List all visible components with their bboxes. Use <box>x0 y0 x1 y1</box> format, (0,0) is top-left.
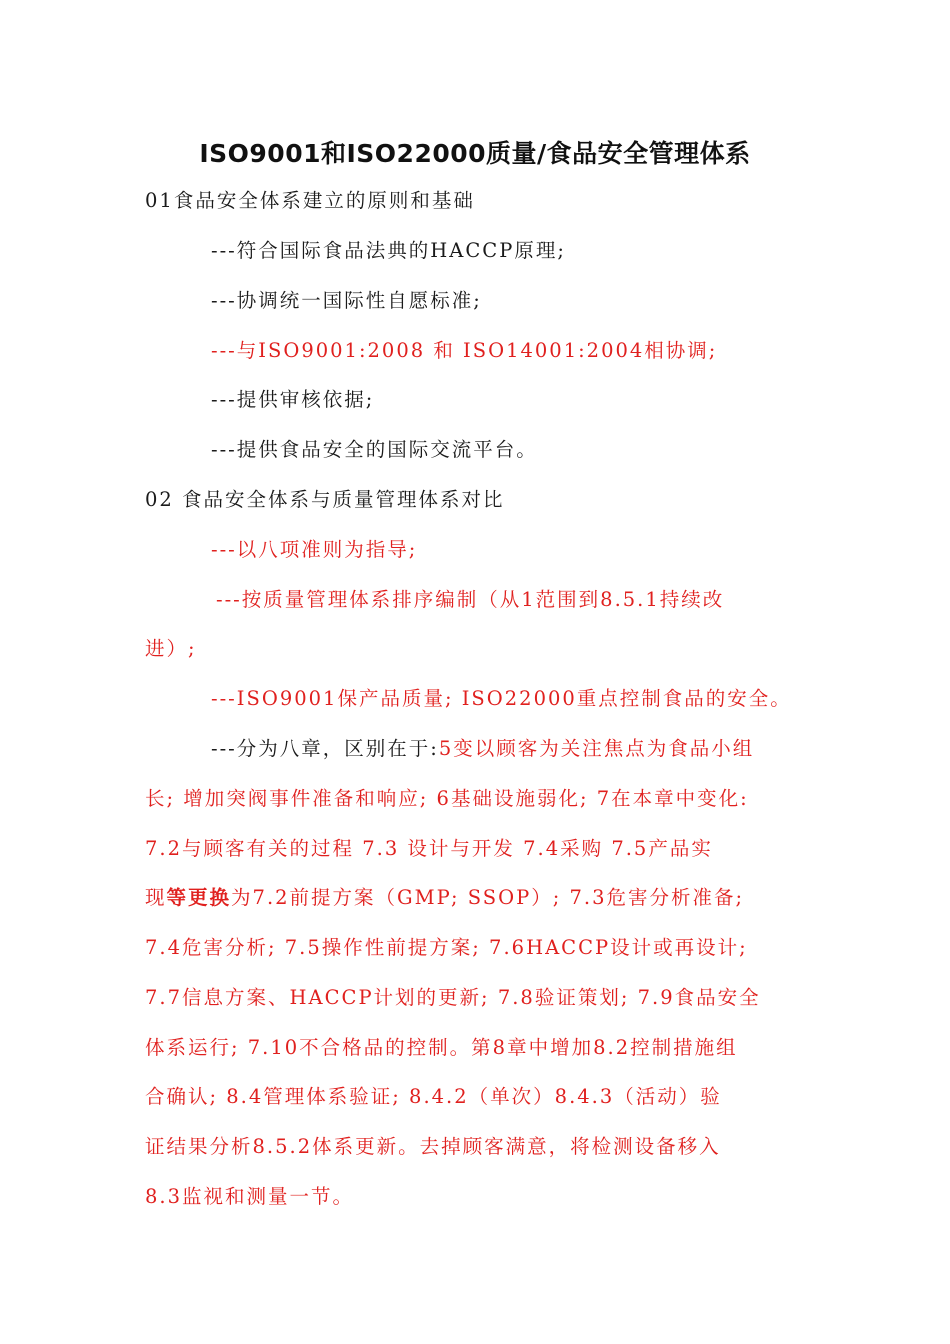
section-2-item-4-line-2: 长; 增加突阀事件准备和响应; 6基础设施弱化; 7在本章中变化: <box>145 787 749 810</box>
section-1-item-1: ---符合国际食品法典的HACCP原理; <box>211 239 566 262</box>
section-2-item-2-line-1: ---按质量管理体系排序编制（从1范围到8.5.1持续改 <box>216 588 725 611</box>
document-title: ISO9001和ISO22000质量/食品安全管理体系 <box>199 139 751 168</box>
section-2-item-4-line-1 <box>211 734 754 764</box>
section-2-item-2-line-2: 进）; <box>145 637 197 660</box>
line-4-bold-text: 等更换 <box>166 886 232 909</box>
section-2-item-4-line-9: 证结果分析8.5.2体系更新。去掉顾客满意，将检测设备移入 <box>145 1135 721 1158</box>
section-2-item-4-line-6: 7.7信息方案、HACCP计划的更新; 7.8验证策划; 7.9食品安全 <box>145 986 761 1009</box>
item-4-detail: 5变以顾客为关注焦点为食品小组 <box>438 737 755 760</box>
section-2-item-4-line-8: 合确认; 8.4管理体系验证; 8.4.2（单次）8.4.3（活动）验 <box>145 1085 722 1108</box>
section-1-item-4: ---提供审核依据; <box>211 388 375 411</box>
section-2-heading: 02 食品安全体系与质量管理体系对比 <box>145 488 505 511</box>
section-2-item-4-line-3: 7.2与顾客有关的过程 7.3 设计与开发 7.4采购 7.5产品实 <box>145 837 713 860</box>
section-2-item-4-line-4 <box>145 883 744 913</box>
section-2-item-3: ---ISO9001保产品质量; ISO22000重点控制食品的安全。 <box>211 687 792 710</box>
line-4-suffix: 为7.2前提方案（GMP; SSOP）; 7.3危害分析准备; <box>231 886 745 909</box>
line-4-prefix: 现 <box>145 886 167 909</box>
section-1-item-2: ---协调统一国际性自愿标准; <box>211 289 482 312</box>
section-1-item-5: ---提供食品安全的国际交流平台。 <box>211 438 538 461</box>
section-2-item-4-line-10: 8.3监视和测量一节。 <box>145 1185 355 1208</box>
section-2-item-1: ---以八项准则为指导; <box>211 538 418 561</box>
section-1-heading: 01食品安全体系建立的原则和基础 <box>145 189 475 212</box>
item-4-intro: ---分为八章，区别在于: <box>211 737 439 760</box>
section-2-item-4-line-5: 7.4危害分析; 7.5操作性前提方案; 7.6HACCP设计或再设计; <box>145 936 748 959</box>
section-2-item-4-line-7: 体系运行; 7.10不合格品的控制。第8章中增加8.2控制措施组 <box>145 1036 738 1059</box>
section-1-item-3: ---与ISO9001:2008 和 ISO14001:2004相协调; <box>211 339 718 362</box>
